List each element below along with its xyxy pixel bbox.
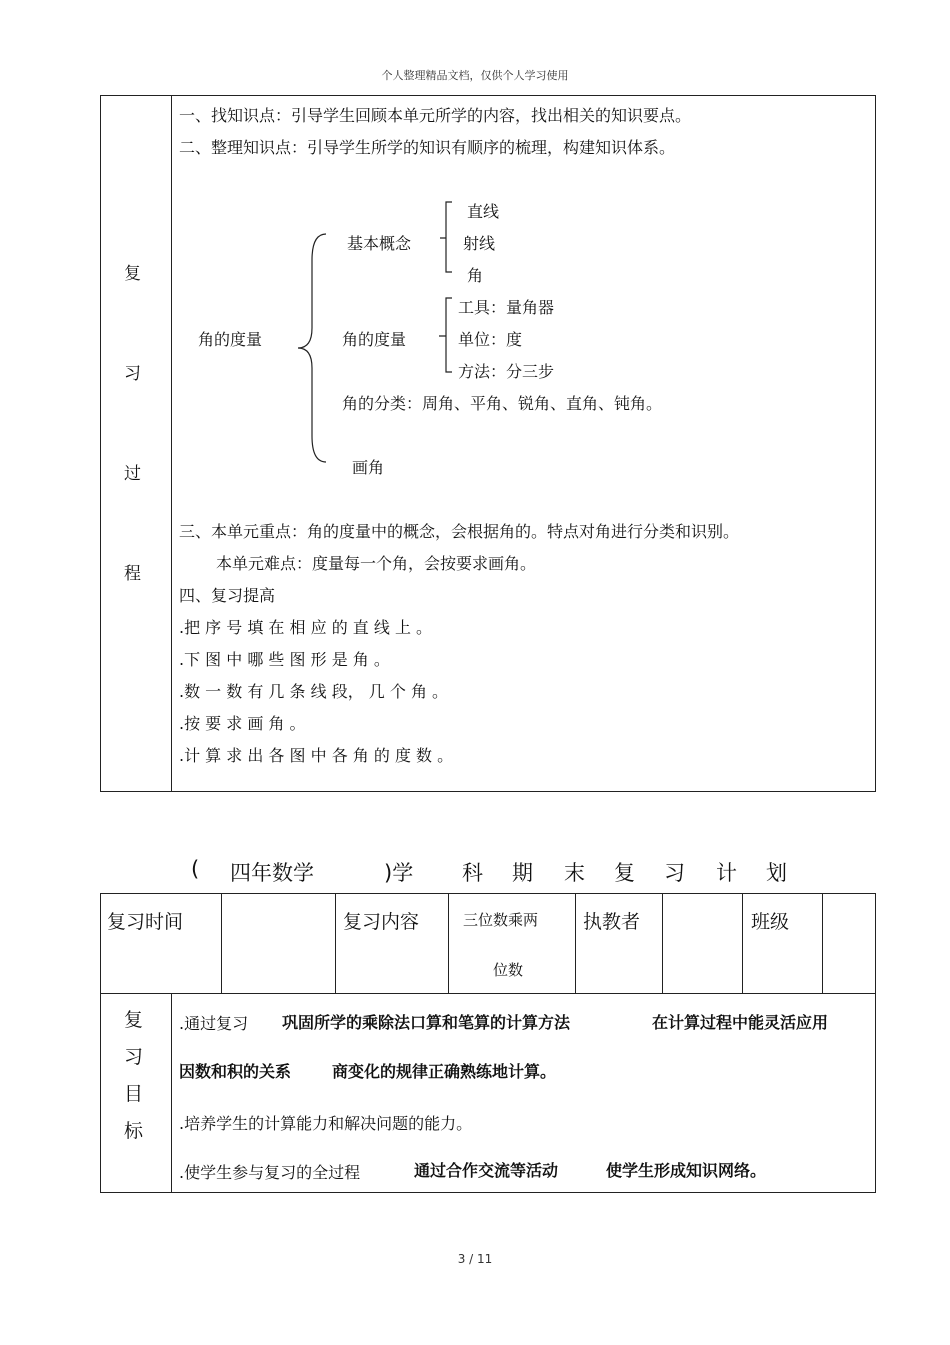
tree-item-tool: 工具：量角器 [458,298,555,317]
exercise-item: .按 要 求 画 角 。 [179,714,306,733]
review-content-value: 位数 [493,961,524,979]
table1-label-char: 过 [124,464,141,484]
tree-branch-drawing: 画角 [352,458,385,477]
tree-item-unit: 单位：度 [458,330,523,349]
measurement-brace [436,296,456,376]
table2-col-divider [335,893,336,993]
plan-title-char: 末 [564,861,585,885]
review-time-label: 复习时间 [107,911,184,933]
review-content-label: 复习内容 [343,911,420,933]
goal3-part: 使学生形成知识网络。 [606,1161,767,1180]
table1-label-char: 程 [124,564,141,584]
table1-divider [171,95,172,792]
goal1-part: 商变化的规律正确熟练地计算。 [332,1062,557,1081]
table2-col-divider [662,893,663,993]
table2-col-divider [822,893,823,993]
tree-item-angle: 角 [467,266,484,285]
main-brace [292,230,332,466]
step-organize-points: 二、整理知识点：引导学生所学的知识有顺序的梳理，构建知识体系。 [179,138,676,157]
exercise-item: .数 一 数 有 几 条 线 段， 几 个 角 。 [179,682,449,701]
plan-title-char: 划 [766,861,787,885]
teacher-label: 执教者 [583,911,641,933]
class-label: 班级 [751,911,790,933]
tree-item-line: 直线 [467,202,500,221]
plan-title-subject: 四年数学 [230,861,314,885]
table1-label-char: 复 [124,264,141,284]
step-find-points: 一、找知识点：引导学生回顾本单元所学的内容，找出相关的知识要点。 [179,106,692,125]
review-content-value: 三位数乘两 [463,911,539,929]
header-note: 个人整理精品文档，仅供个人学习使用 [381,69,569,82]
difficult-points: 本单元难点：度量每一个角，会按要求画角。 [216,554,537,573]
goal-label-char: 目 [124,1083,144,1105]
goal-label-char: 习 [124,1046,144,1068]
review-improve-heading: 四、复习提高 [179,586,276,605]
plan-title-close: )学 [384,861,414,885]
tree-root: 角的度量 [198,330,263,349]
plan-title-char: 计 [716,861,737,885]
tree-item-method: 方法：分三步 [458,362,555,381]
goal1-part: 巩固所学的乘除法口算和笔算的计算方法 [282,1013,571,1032]
table2-row-divider [100,993,876,994]
goal1-part: 因数和积的关系 [179,1062,292,1081]
table2-goal-divider [171,993,172,1193]
table2-col-divider [221,893,222,993]
tree-branch-basic-concepts: 基本概念 [347,234,412,253]
plan-title-open: ( [191,857,200,881]
goal3-part: 通过合作交流等活动 [414,1161,559,1180]
plan-title-char: 习 [664,861,685,885]
tree-item-ray: 射线 [463,234,496,253]
goal1-part: 在计算过程中能灵活应用 [652,1013,829,1032]
basic-concepts-brace [438,200,458,276]
table2-col-divider [448,893,449,993]
plan-title-char: 复 [614,861,635,885]
goal-label-char: 复 [124,1009,144,1031]
table1-label-char: 习 [124,364,141,384]
table2-col-divider [742,893,743,993]
plan-title-char: 期 [512,861,533,885]
exercise-item: .计 算 求 出 各 图 中 各 角 的 度 数 。 [179,746,454,765]
goal2: .培养学生的计算能力和解决问题的能力。 [179,1114,473,1133]
tree-branch-measurement: 角的度量 [342,330,407,349]
goal1-part: .通过复习 [179,1014,249,1033]
exercise-item: .下 图 中 哪 些 图 形 是 角 。 [179,650,390,669]
page-number: 3 / 11 [457,1252,493,1266]
key-points: 三、本单元重点：角的度量中的概念，会根据角的。特点对角进行分类和识别。 [179,522,740,541]
exercise-item: .把 序 号 填 在 相 应 的 直 线 上 。 [179,618,433,637]
goal3-part: .使学生参与复习的全过程 [179,1163,361,1182]
review-plan-table [100,893,876,1193]
goal-label-char: 标 [124,1120,144,1142]
table2-col-divider [575,893,576,993]
plan-title-char: 科 [462,861,483,885]
tree-branch-classification: 角的分类：周角、平角、锐角、直角、钝角。 [342,394,663,413]
